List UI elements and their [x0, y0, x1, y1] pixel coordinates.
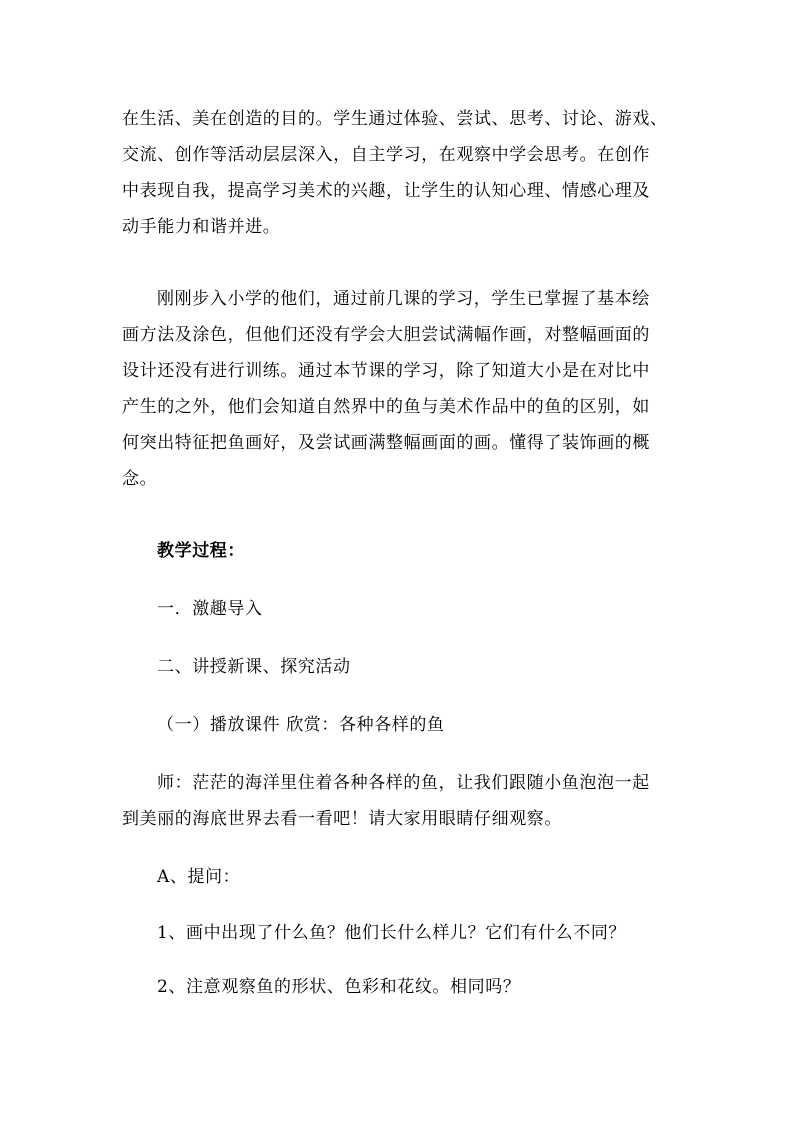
text-line: 中表现自我，提高学习美术的兴趣，让学生的认知心理、情感心理及 — [122, 181, 650, 201]
question-item-1: 1、画中出现了什么鱼？他们长什么样儿？它们有什么不同？ — [157, 923, 627, 943]
section-title-intro: 一．激趣导入 — [157, 599, 263, 619]
text-line: 在生活、美在创造的目的。学生通过体验、尝试、思考、讨论、游戏、 — [122, 109, 668, 129]
text-line: 师：茫茫的海洋里住着各种各样的鱼，让我们跟随小鱼泡泡一起 — [157, 773, 650, 793]
text-line: 产生的之外，他们会知道自然界中的鱼与美术作品中的鱼的区别，如 — [122, 397, 650, 417]
section-title-new-lesson: 二、讲授新课、探究活动 — [157, 657, 351, 677]
text-line: 交流、创作等活动层层深入，自主学习，在观察中学会思考。在创作 — [122, 145, 650, 165]
subsection-title-courseware: （一）播放课件 欣赏：各种各样的鱼 — [157, 715, 445, 735]
text-line: 刚刚步入小学的他们，通过前几课的学习，学生已掌握了基本绘 — [157, 289, 650, 309]
text-line: 设计还没有进行训练。通过本节课的学习，除了知道大小是在对比中 — [122, 361, 650, 381]
section-heading-teaching-process: 教学过程： — [157, 541, 245, 561]
text-line: 何突出特征把鱼画好，及尝试画满整幅画面的画。懂得了装饰画的概 — [122, 433, 650, 453]
text-line: 到美丽的海底世界去看一看吧！请大家用眼睛仔细观察。 — [122, 809, 562, 829]
text-line: 动手能力和谐并进。 — [122, 217, 281, 237]
text-line: 念。 — [122, 469, 158, 489]
text-line: 画方法及涂色，但他们还没有学会大胆尝试满幅作画，对整幅画面的 — [122, 325, 650, 345]
question-heading: A、提问： — [157, 867, 241, 887]
question-item-2: 2、注意观察鱼的形状、色彩和花纹。相同吗？ — [157, 977, 521, 997]
